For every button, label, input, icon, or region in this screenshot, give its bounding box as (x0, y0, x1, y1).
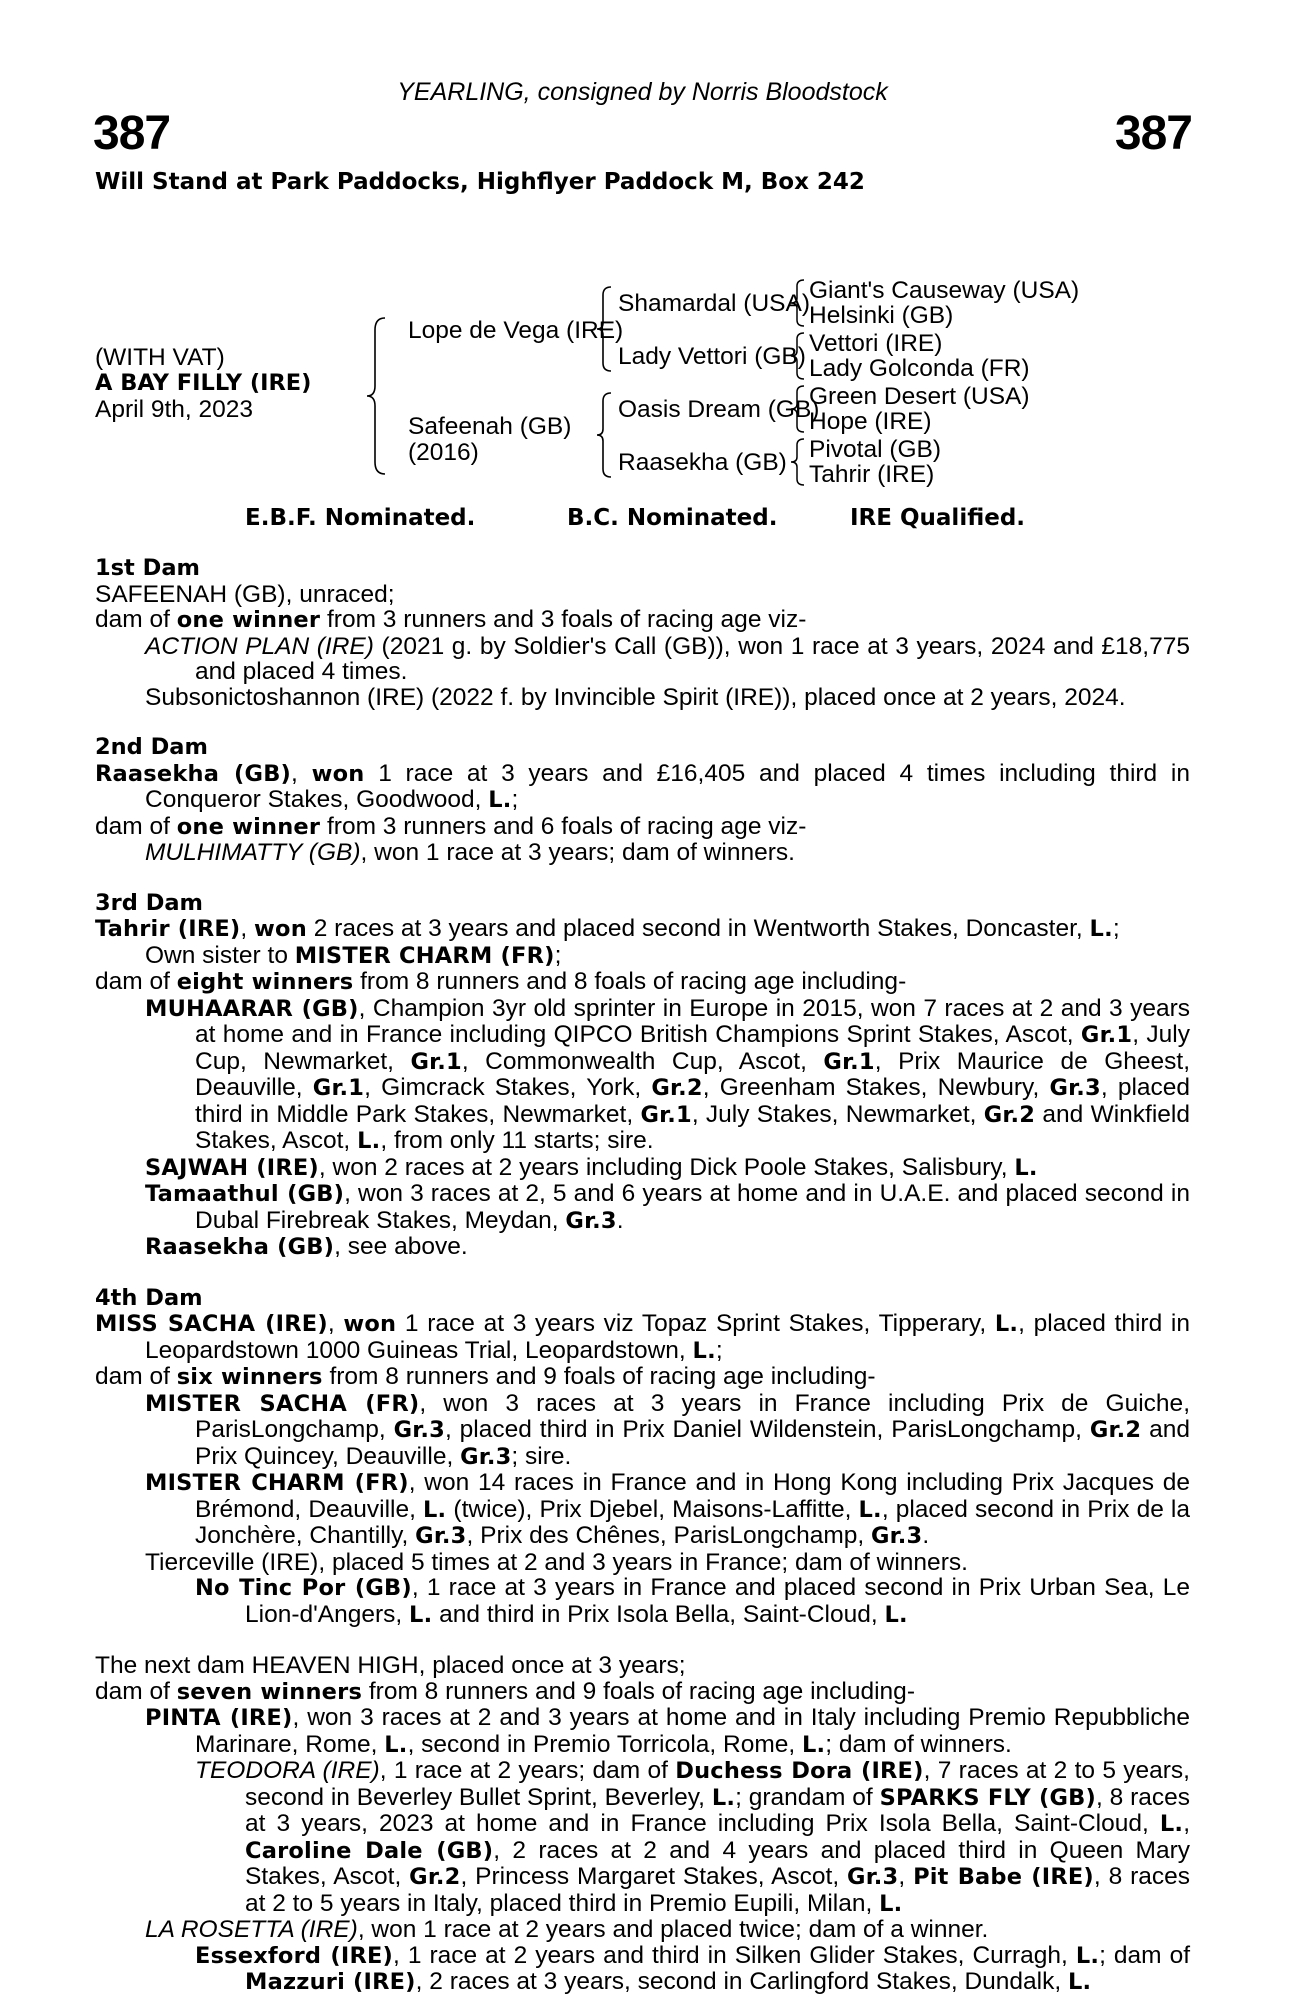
first-dam-heading: 1st Dam (95, 555, 200, 581)
brace-horse (363, 316, 393, 476)
produce-entry: Essexford (IRE), 1 race at 2 years and third in Silken Glider Stakes, Curragh, L.; dam of Mazzuri (IRE), 2 races at 3 years, second in Carlingford Stakes, Dundalk, L. (195, 1941, 1191, 1995)
lot-number-left: 387 (93, 107, 171, 160)
brace-g1 (788, 278, 810, 328)
pedigree-table (95, 78, 1190, 488)
brace-g3 (788, 384, 810, 434)
brace-sire (593, 285, 617, 373)
brace-g2 (788, 331, 810, 381)
ebf-nomination: E.B.F. Nominated. (245, 505, 476, 531)
first-dam-produce-summary: dam of one winner from 3 runners and 3 foals of racing age viz- (95, 606, 807, 633)
produce-entry: PINTA (IRE), won 3 races at 2 and 3 years at home and in Italy including Premio Repubbliche Marinare, Rome, L., second in Premio Torricola, Rome, L.; dam of winners. (145, 1704, 1190, 1758)
produce-entry: No Tinc Por (GB), 1 race at 3 years in France and placed second in Prix Urban Sea, Le Lion-d'Angers, L. and third in Prix Isola Bella, Saint-Cloud, L. (195, 1574, 1190, 1628)
second-dam-heading: 2nd Dam (95, 734, 208, 760)
produce-entry: MUHAARAR (GB), Champion 3yr old sprinter in Europe in 2015, won 7 races at 2 and 3 years at home and in France including QIPCO British Champions Sprint Stakes, Ascot, Gr.1, July Cup, Newmarket, Gr.1, Commonwealth Cup, Ascot, Gr.1, Prix Maurice de Gheest, Deauville, Gr.1, Gimcrack Stakes, York, Gr.2, Greenham Stakes, Newbury, Gr.3, placed third in Middle Park Stakes, Newmarket, Gr.1, July Stakes, Newmarket, Gr.2 and Winkfield Stakes, Ascot, L., from only 11 starts; sire. (145, 994, 1191, 1154)
grandsire-maternal: Oasis Dream (GB) (618, 396, 820, 423)
granddam-maternal: Raasekha (GB) (618, 449, 787, 476)
bc-nomination: B.C. Nominated. (567, 505, 778, 531)
fourth-dam-produce-summary: dam of six winners from 8 runners and 9 foals of racing age including- (95, 1363, 876, 1390)
ggp-3: Vettori (IRE) (809, 330, 943, 357)
vat-label: (WITH VAT) (95, 344, 225, 371)
produce-entry: LA ROSETTA (IRE), won 1 race at 2 years and placed twice; dam of a winner. (145, 1916, 989, 1943)
ggp-1: Giant's Causeway (USA) (809, 277, 1080, 304)
produce-entry: ACTION PLAN (IRE) (2021 g. by Soldier's Call (GB)), won 1 race at 3 years, 2024 and £18,775 and placed 4 times. (145, 632, 1190, 685)
ire-qualified: IRE Qualified. (850, 505, 1026, 531)
fourth-dam-heading: 4th Dam (95, 1284, 203, 1311)
brace-g4 (788, 437, 810, 487)
second-dam-produce-summary: dam of one winner from 3 runners and 6 foals of racing age viz- (95, 812, 807, 840)
brace-dam (593, 391, 617, 479)
ggp-7: Pivotal (GB) (809, 436, 942, 463)
ggp-6: Hope (IRE) (809, 408, 932, 435)
produce-entry: SAJWAH (IRE), won 2 races at 2 years including Dick Poole Stakes, Salisbury, L. (145, 1153, 1038, 1181)
produce-entry: Tamaathul (GB), won 3 races at 2, 5 and 6 years at home and in U.A.E. and placed second in Dubal Firebreak Stakes, Meydan, Gr.3. (145, 1180, 1190, 1234)
dam-year: (2016) (408, 439, 479, 466)
third-dam-line: Tahrir (IRE), won 2 races at 3 years and placed second in Wentworth Stakes, Doncaster, L.; (95, 915, 1120, 942)
produce-entry: Subsonictoshannon (IRE) (2022 f. by Invincible Spirit (IRE)), placed once at 2 years, 2024. (145, 683, 1126, 711)
produce-entry: Tierceville (IRE), placed 5 times at 2 and 3 years in France; dam of winners. (145, 1548, 968, 1576)
produce-entry: MISTER CHARM (FR), won 14 races in France and in Hong Kong including Prix Jacques de Brémond, Deauville, L. (twice), Prix Djebel, Maisons-Laffitte, L., placed second in Prix de la Jonchère, Chantilly, Gr.3, Prix des Chênes, ParisLongchamp, Gr.3. (145, 1469, 1191, 1549)
produce-entry: TEODORA (IRE), 1 race at 2 years; dam of Duchess Dora (IRE), 7 races at 2 to 5 years, second in Beverley Bullet Sprint, Beverley, L.; grandam of SPARKS FLY (GB), 8 races at 3 years, 2023 at home and in France including Prix Isola Bella, Saint-Cloud, L., Caroline Dale (GB), 2 races at 2 and 4 years and placed third in Queen Mary Stakes, Ascot, Gr.2, Princess Margaret Stakes, Ascot, Gr.3, Pit Babe (IRE), 8 races at 2 to 5 years in Italy, placed third in Premio Eupili, Milan, L. (195, 1757, 1190, 1917)
fourth-dam-line: MISS SACHA (IRE), won 1 race at 3 years viz Topaz Sprint Stakes, Tipperary, L., placed third in Leopardstown 1000 Guineas Trial, Leopardstown, L.; (95, 1310, 1190, 1364)
lot-number-right: 387 (1114, 107, 1192, 160)
catalogue-page (93, 78, 1192, 1995)
next-dam-produce-summary: dam of seven winners from 8 runners and 9 foals of racing age including- (95, 1677, 915, 1705)
produce-entry: MULHIMATTY (GB), won 1 race at 3 years; dam of winners. (145, 839, 795, 866)
produce-record (95, 556, 1190, 1996)
next-dam-line: The next dam HEAVEN HIGH, placed once at 3 years; (95, 1652, 686, 1679)
granddam-paternal: Lady Vettori (GB) (618, 343, 806, 370)
produce-entry: Raasekha (GB), see above. (145, 1233, 468, 1260)
first-dam-line: SAFEENAH (GB), unraced; (95, 580, 395, 608)
horse-name: A BAY FILLY (IRE) (95, 370, 312, 396)
produce-entry: MISTER SACHA (FR), won 3 races at 3 years in France including Prix de Guiche, ParisLongchamp, Gr.3, placed third in Prix Daniel Wildenstein, ParisLongchamp, Gr.2 and Prix Quincey, Deauville, Gr.3; sire. (145, 1389, 1190, 1470)
ggp-2: Helsinki (GB) (809, 302, 954, 329)
ggp-4: Lady Golconda (FR) (809, 355, 1030, 382)
stand-location: Will Stand at Park Paddocks, Highflyer Paddock M, Box 242 (95, 169, 865, 195)
ggp-8: Tahrir (IRE) (809, 461, 935, 488)
dam-name: Safeenah (GB) (408, 413, 572, 440)
second-dam-line: Raasekha (GB), won 1 race at 3 years and £16,405 and placed 4 times including third in Conqueror Stakes, Goodwood, L.; (95, 759, 1190, 813)
grandsire-paternal: Shamardal (USA) (618, 290, 810, 317)
own-sister-line: Own sister to MISTER CHARM (FR); (145, 941, 562, 969)
sire-name: Lope de Vega (IRE) (408, 317, 624, 344)
third-dam-produce-summary: dam of eight winners from 8 runners and 8 foals of racing age including- (95, 968, 907, 995)
consignor-line: YEARLING, consigned by Norris Bloodstock (397, 78, 888, 106)
third-dam-heading: 3rd Dam (95, 889, 203, 916)
ggp-5: Green Desert (USA) (809, 383, 1030, 410)
foaling-date: April 9th, 2023 (95, 396, 253, 423)
